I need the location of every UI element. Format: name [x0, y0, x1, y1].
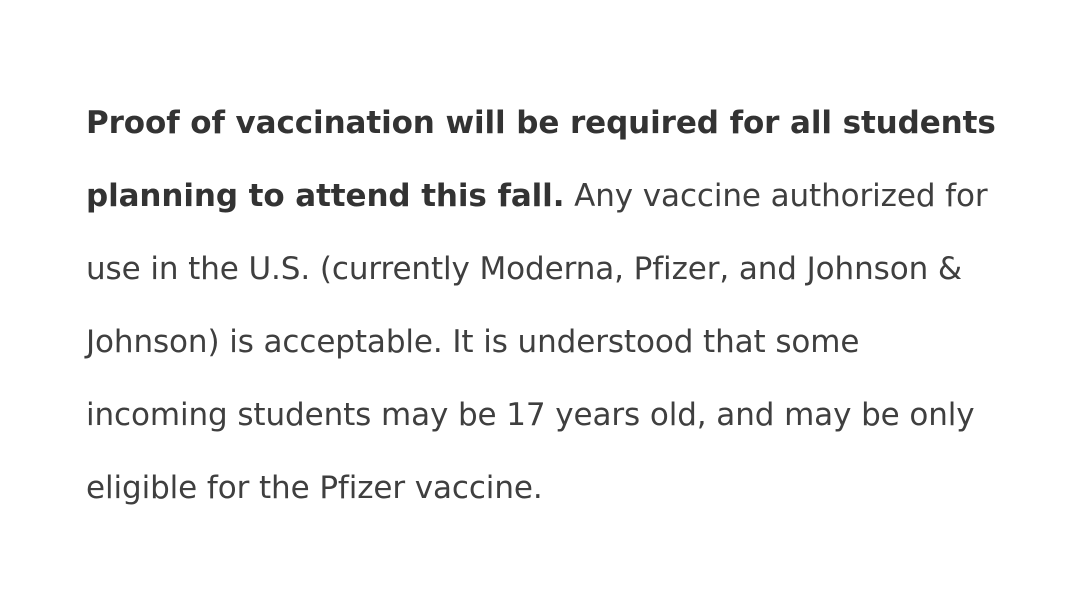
paragraph-body-text: Any vaccine authorized for use in the U.S. (currently Moderna, Pfizer, and Johnson & Johnson) is acceptable. It is understood that some incoming students may be 17 years old, and may be only eligible for the Pfizer vaccine.	[86, 178, 988, 506]
lead-sentence-bold: Proof of vaccination will be required for all students planning to attend this fall.	[86, 105, 996, 214]
vaccination-policy-paragraph	[86, 87, 1000, 525]
